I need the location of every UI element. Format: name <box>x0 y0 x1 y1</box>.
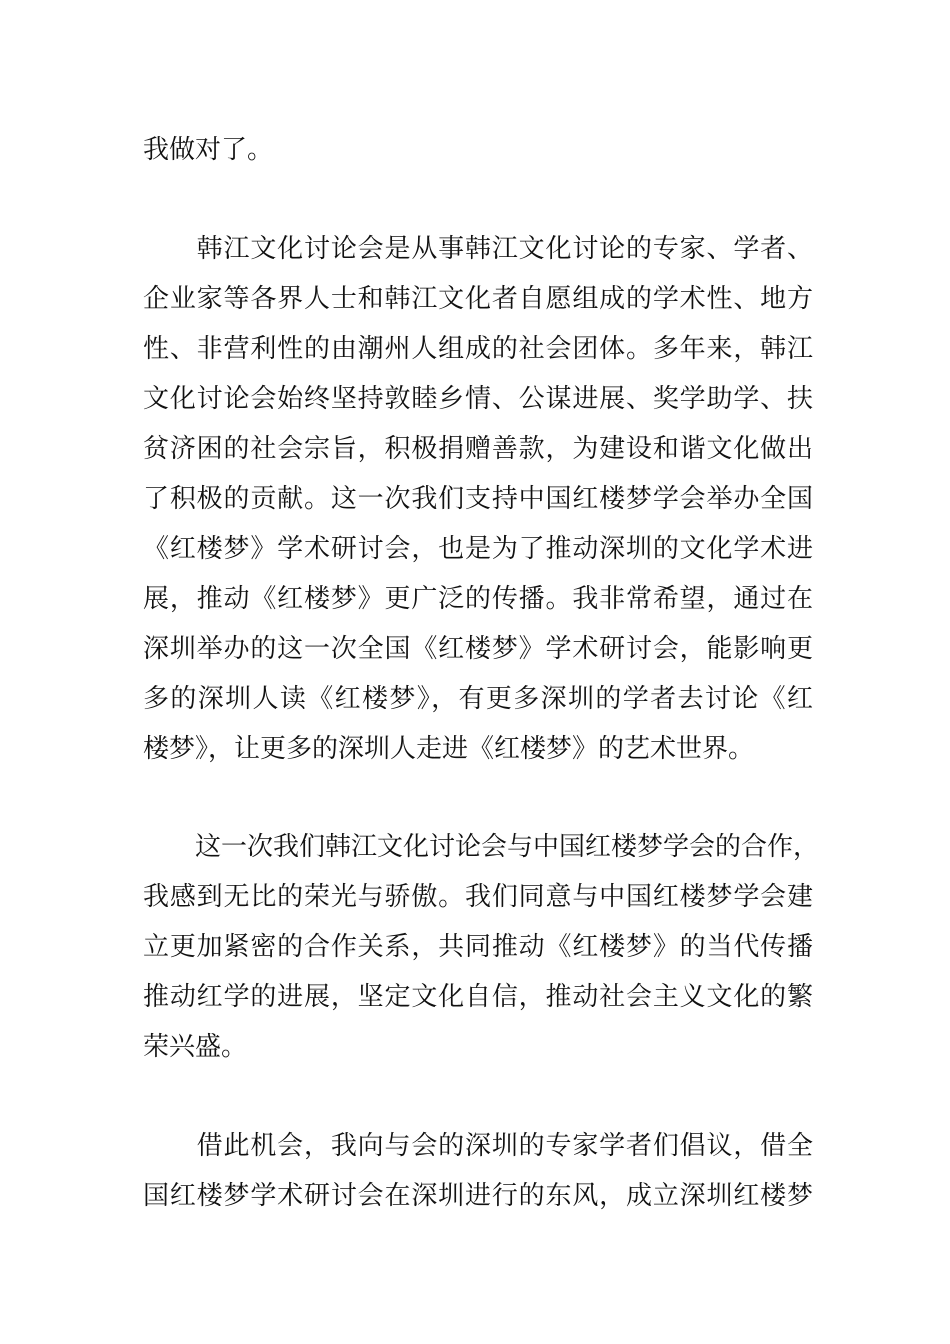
paragraph-3-line-5: 荣兴盛。 <box>143 1032 248 1062</box>
paragraph-3-line-3: 立更加紧密的合作关系，共同推动《红楼梦》的当代传播 <box>143 932 813 962</box>
paragraph-2-line-5: 贫济困的社会宗旨，积极捐赠善款，为建设和谐文化做出 <box>143 434 813 464</box>
paragraph-2-line-7: 《红楼梦》学术研讨会，也是为了推动深圳的文化学术进 <box>143 534 813 564</box>
paragraph-2-line-11: 楼梦》，让更多的深圳人走进《红楼梦》的艺术世界。 <box>143 734 755 764</box>
paragraph-3-line-1: 这一次我们韩江文化讨论会与中国红楼梦学会的合作， <box>143 832 820 862</box>
paragraph-2-line-6: 了积极的贡献。这一次我们支持中国红楼梦学会举办全国 <box>143 484 813 514</box>
paragraph-2-line-8: 展，推动《红楼梦》更广泛的传播。我非常希望，通过在 <box>143 584 813 614</box>
paragraph-3-line-4: 推动红学的进展，坚定文化自信，推动社会主义文化的繁 <box>143 982 813 1012</box>
paragraph-2-line-9: 深圳举办的这一次全国《红楼梦》学术研讨会，能影响更 <box>143 634 813 664</box>
paragraph-2-line-4: 文化讨论会始终坚持敦睦乡情、公谋进展、奖学助学、扶 <box>143 384 813 414</box>
paragraph-2-line-3: 性、非营利性的由潮州人组成的社会团体。多年来，韩江 <box>143 334 813 364</box>
paragraph-2-line-1: 韩江文化讨论会是从事韩江文化讨论的专家、学者、 <box>143 234 813 264</box>
paragraph-4-line-1: 借此机会，我向与会的深圳的专家学者们倡议，借全 <box>143 1131 813 1161</box>
paragraph-4-line-2: 国红楼梦学术研讨会在深圳进行的东风，成立深圳红楼梦 <box>143 1181 813 1211</box>
paragraph-2-line-2: 企业家等各界人士和韩江文化者自愿组成的学术性、地方 <box>143 284 813 314</box>
paragraph-1-line-1: 我做对了。 <box>143 135 274 165</box>
paragraph-3-line-2: 我感到无比的荣光与骄傲。我们同意与中国红楼梦学会建 <box>143 882 813 912</box>
paragraph-2-line-10: 多的深圳人读《红楼梦》，有更多深圳的学者去讨论《红 <box>143 684 813 714</box>
